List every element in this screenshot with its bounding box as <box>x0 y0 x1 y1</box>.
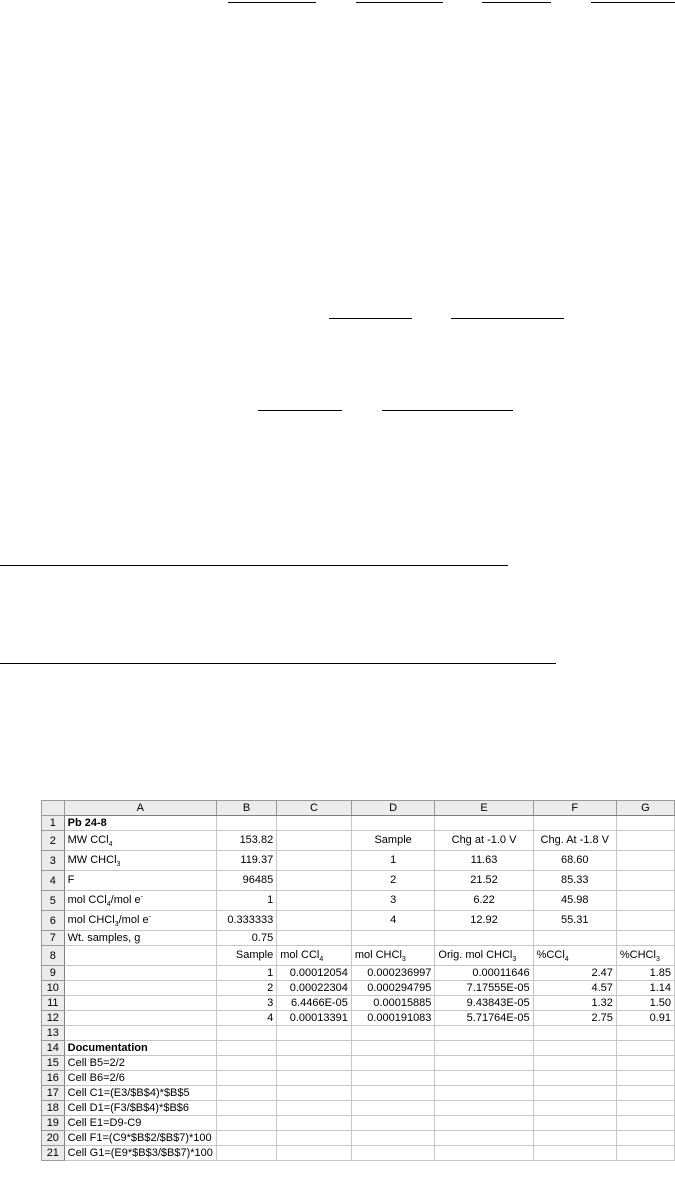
cell-f11[interactable]: 1.32 <box>533 996 616 1011</box>
rule-4 <box>591 2 675 3</box>
cell-g8[interactable]: %CHCl$_3$ <box>616 946 674 966</box>
cell-f16[interactable] <box>533 1071 616 1086</box>
cell-e8[interactable]: Orig. mol CHCl$_3$ <box>435 946 533 966</box>
table-row <box>42 1026 675 1041</box>
cell-a18[interactable]: Cell D1=(F3/$B$4)*$B$6 <box>64 1101 216 1116</box>
rule-8 <box>382 410 513 411</box>
spreadsheet <box>41 800 675 1161</box>
cell-b18[interactable] <box>216 1101 276 1116</box>
cell-d6[interactable]: 4 <box>351 911 435 931</box>
cell-a1[interactable]: Pb 24-8 <box>64 816 216 831</box>
cell-a5[interactable]: mol CCl$_4$/mol e- <box>64 891 216 911</box>
cell-g7[interactable] <box>616 931 674 946</box>
column-header-b[interactable]: B <box>216 801 276 816</box>
table-row <box>42 911 675 931</box>
row-header-4[interactable]: 4 <box>42 871 65 891</box>
row-header-9[interactable]: 9 <box>42 966 65 981</box>
cell-e20[interactable] <box>435 1131 533 1146</box>
cell-a15[interactable]: Cell B5=2/2 <box>64 1056 216 1071</box>
cell-b6[interactable]: 0.333333 <box>216 911 276 931</box>
cell-f1[interactable] <box>533 816 616 831</box>
row-header-6[interactable]: 6 <box>42 911 65 931</box>
cell-g19[interactable] <box>616 1116 674 1131</box>
row-header-20[interactable]: 20 <box>42 1131 65 1146</box>
row-header-1[interactable]: 1 <box>42 816 65 831</box>
cell-g10[interactable]: 1.14 <box>616 981 674 996</box>
cell-c8[interactable]: mol CCl$_4$ <box>277 946 352 966</box>
cell-e10[interactable]: 7.17555E-05 <box>435 981 533 996</box>
cell-g13[interactable] <box>616 1026 674 1041</box>
row-header-16[interactable]: 16 <box>42 1071 65 1086</box>
cell-e16[interactable] <box>435 1071 533 1086</box>
cell-f19[interactable] <box>533 1116 616 1131</box>
cell-e6[interactable]: 12.92 <box>435 911 533 931</box>
row-header-5[interactable]: 5 <box>42 891 65 911</box>
cell-b4[interactable]: 96485 <box>216 871 276 891</box>
cell-a12[interactable] <box>64 1011 216 1026</box>
cell-f17[interactable] <box>533 1086 616 1101</box>
table-row <box>42 931 675 946</box>
cell-g14[interactable] <box>616 1041 674 1056</box>
cell-e11[interactable]: 9.43843E-05 <box>435 996 533 1011</box>
spreadsheet-body <box>42 816 675 1161</box>
row-header-18[interactable]: 18 <box>42 1101 65 1116</box>
row-header-14[interactable]: 14 <box>42 1041 65 1056</box>
cell-d12[interactable]: 0.000191083 <box>351 1011 435 1026</box>
cell-c5[interactable] <box>277 891 352 911</box>
cell-d7[interactable] <box>351 931 435 946</box>
table-row <box>42 851 675 871</box>
cell-a19[interactable]: Cell E1=D9-C9 <box>64 1116 216 1131</box>
column-header-f[interactable]: F <box>533 801 616 816</box>
cell-e18[interactable] <box>435 1101 533 1116</box>
cell-e12[interactable]: 5.71764E-05 <box>435 1011 533 1026</box>
cell-b7[interactable]: 0.75 <box>216 931 276 946</box>
cell-e5[interactable]: 6.22 <box>435 891 533 911</box>
cell-c10[interactable]: 0.00022304 <box>277 981 352 996</box>
cell-b19[interactable] <box>216 1116 276 1131</box>
cell-d17[interactable] <box>351 1086 435 1101</box>
cell-g16[interactable] <box>616 1071 674 1086</box>
row-header-19[interactable]: 19 <box>42 1116 65 1131</box>
cell-g4[interactable] <box>616 871 674 891</box>
cell-e13[interactable] <box>435 1026 533 1041</box>
cell-f9[interactable]: 2.47 <box>533 966 616 981</box>
cell-d10[interactable]: 0.000294795 <box>351 981 435 996</box>
cell-b8[interactable]: Sample <box>216 946 276 966</box>
cell-a16[interactable]: Cell B6=2/6 <box>64 1071 216 1086</box>
cell-b5[interactable]: 1 <box>216 891 276 911</box>
table-row <box>42 1146 675 1161</box>
row-header-3[interactable]: 3 <box>42 851 65 871</box>
cell-d20[interactable] <box>351 1131 435 1146</box>
cell-a3[interactable]: MW CHCl$_3$ <box>64 851 216 871</box>
cell-c12[interactable]: 0.00013391 <box>277 1011 352 1026</box>
cell-c9[interactable]: 0.00012054 <box>277 966 352 981</box>
rule-1 <box>228 2 316 3</box>
cell-a14[interactable]: Documentation <box>64 1041 216 1056</box>
row-header-12[interactable]: 12 <box>42 1011 65 1026</box>
cell-b1[interactable] <box>216 816 276 831</box>
cell-a11[interactable] <box>64 996 216 1011</box>
cell-f4[interactable]: 85.33 <box>533 871 616 891</box>
cell-c2[interactable] <box>277 831 352 851</box>
cell-b9[interactable]: 1 <box>216 966 276 981</box>
cell-c19[interactable] <box>277 1116 352 1131</box>
table-row <box>42 1101 675 1116</box>
table-row <box>42 1011 675 1026</box>
cell-c13[interactable] <box>277 1026 352 1041</box>
rule-10 <box>0 663 556 664</box>
cell-d1[interactable] <box>351 816 435 831</box>
cell-e3[interactable]: 11.63 <box>435 851 533 871</box>
cell-g6[interactable] <box>616 911 674 931</box>
cell-c11[interactable]: 6.4466E-05 <box>277 996 352 1011</box>
row-header-15[interactable]: 15 <box>42 1056 65 1071</box>
cell-a10[interactable] <box>64 981 216 996</box>
table-row <box>42 996 675 1011</box>
table-row <box>42 1071 675 1086</box>
row-header-8[interactable]: 8 <box>42 946 65 966</box>
cell-d9[interactable]: 0.000236997 <box>351 966 435 981</box>
row-header-17[interactable]: 17 <box>42 1086 65 1101</box>
cell-b3[interactable]: 119.37 <box>216 851 276 871</box>
cell-b16[interactable] <box>216 1071 276 1086</box>
rule-6 <box>451 318 564 319</box>
cell-e1[interactable] <box>435 816 533 831</box>
table-row <box>42 1056 675 1071</box>
cell-e21[interactable] <box>435 1146 533 1161</box>
row-header-7[interactable]: 7 <box>42 931 65 946</box>
cell-g20[interactable] <box>616 1131 674 1146</box>
cell-d3[interactable]: 1 <box>351 851 435 871</box>
column-header-c[interactable]: C <box>277 801 352 816</box>
cell-c16[interactable] <box>277 1071 352 1086</box>
column-header-row <box>42 801 675 816</box>
table-row <box>42 871 675 891</box>
cell-g11[interactable]: 1.50 <box>616 996 674 1011</box>
rule-7 <box>258 410 342 411</box>
row-header-11[interactable]: 11 <box>42 996 65 1011</box>
rule-5 <box>329 318 412 319</box>
rule-2 <box>356 2 443 3</box>
cell-a7[interactable]: Wt. samples, g <box>64 931 216 946</box>
cell-b2[interactable]: 153.82 <box>216 831 276 851</box>
cell-b17[interactable] <box>216 1086 276 1101</box>
row-header-10[interactable]: 10 <box>42 981 65 996</box>
table-row <box>42 966 675 981</box>
cell-d15[interactable] <box>351 1056 435 1071</box>
cell-g17[interactable] <box>616 1086 674 1101</box>
cell-b10[interactable]: 2 <box>216 981 276 996</box>
cell-g12[interactable]: 0.91 <box>616 1011 674 1026</box>
cell-f2[interactable]: Chg. At -1.8 V <box>533 831 616 851</box>
row-header-2[interactable]: 2 <box>42 831 65 851</box>
cell-a4[interactable]: F <box>64 871 216 891</box>
cell-d13[interactable] <box>351 1026 435 1041</box>
cell-d21[interactable] <box>351 1146 435 1161</box>
table-row <box>42 946 675 966</box>
cell-d8[interactable]: mol CHCl$_3$ <box>351 946 435 966</box>
cell-b21[interactable] <box>216 1146 276 1161</box>
column-header-d[interactable]: D <box>351 801 435 816</box>
cell-b20[interactable] <box>216 1131 276 1146</box>
cell-c1[interactable] <box>277 816 352 831</box>
cell-b13[interactable] <box>216 1026 276 1041</box>
cell-d19[interactable] <box>351 1116 435 1131</box>
cell-e7[interactable] <box>435 931 533 946</box>
cell-f18[interactable] <box>533 1101 616 1116</box>
cell-d2[interactable]: Sample <box>351 831 435 851</box>
cell-a21[interactable]: Cell G1=(E9*$B$3/$B$7)*100 <box>64 1146 216 1161</box>
cell-e4[interactable]: 21.52 <box>435 871 533 891</box>
column-header-e[interactable]: E <box>435 801 533 816</box>
cell-c20[interactable] <box>277 1131 352 1146</box>
table-row <box>42 1041 675 1056</box>
cell-c21[interactable] <box>277 1146 352 1161</box>
row-header-21[interactable]: 21 <box>42 1146 65 1161</box>
cell-g18[interactable] <box>616 1101 674 1116</box>
rule-9 <box>0 565 508 566</box>
cell-f13[interactable] <box>533 1026 616 1041</box>
table-row <box>42 1131 675 1146</box>
cell-a6[interactable]: mol CHCl$_3$/mol e- <box>64 911 216 931</box>
cell-d16[interactable] <box>351 1071 435 1086</box>
cell-f20[interactable] <box>533 1131 616 1146</box>
cell-a13[interactable] <box>64 1026 216 1041</box>
cell-e19[interactable] <box>435 1116 533 1131</box>
cell-f5[interactable]: 45.98 <box>533 891 616 911</box>
cell-c18[interactable] <box>277 1101 352 1116</box>
cell-e2[interactable]: Chg at -1.0 V <box>435 831 533 851</box>
cell-c15[interactable] <box>277 1056 352 1071</box>
table-row <box>42 981 675 996</box>
cell-e9[interactable]: 0.00011646 <box>435 966 533 981</box>
cell-b11[interactable]: 3 <box>216 996 276 1011</box>
column-header-g[interactable]: G <box>616 801 674 816</box>
cell-g9[interactable]: 1.85 <box>616 966 674 981</box>
cell-f21[interactable] <box>533 1146 616 1161</box>
table-row <box>42 816 675 831</box>
cell-g21[interactable] <box>616 1146 674 1161</box>
table-row <box>42 1086 675 1101</box>
cell-c17[interactable] <box>277 1086 352 1101</box>
cell-f15[interactable] <box>533 1056 616 1071</box>
cell-f12[interactable]: 2.75 <box>533 1011 616 1026</box>
table-row <box>42 1116 675 1131</box>
column-header-a[interactable]: A <box>64 801 216 816</box>
cell-b12[interactable]: 4 <box>216 1011 276 1026</box>
cell-e14[interactable] <box>435 1041 533 1056</box>
cell-f3[interactable]: 68.60 <box>533 851 616 871</box>
cell-g2[interactable] <box>616 831 674 851</box>
cell-d4[interactable]: 2 <box>351 871 435 891</box>
cell-g15[interactable] <box>616 1056 674 1071</box>
cell-b15[interactable] <box>216 1056 276 1071</box>
cell-a20[interactable]: Cell F1=(C9*$B$2/$B$7)*100 <box>64 1131 216 1146</box>
cell-f8[interactable]: %CCl$_4$ <box>533 946 616 966</box>
cell-a8[interactable] <box>64 946 216 966</box>
cell-g5[interactable] <box>616 891 674 911</box>
cell-g3[interactable] <box>616 851 674 871</box>
row-header-13[interactable]: 13 <box>42 1026 65 1041</box>
cell-a2[interactable]: MW CCl$_4$ <box>64 831 216 851</box>
cell-a17[interactable]: Cell C1=(E3/$B$4)*$B$5 <box>64 1086 216 1101</box>
cell-d11[interactable]: 0.00015885 <box>351 996 435 1011</box>
cell-d14[interactable] <box>351 1041 435 1056</box>
cell-c14[interactable] <box>277 1041 352 1056</box>
cell-d5[interactable]: 3 <box>351 891 435 911</box>
cell-e15[interactable] <box>435 1056 533 1071</box>
cell-c3[interactable] <box>277 851 352 871</box>
cell-c6[interactable] <box>277 911 352 931</box>
cell-f14[interactable] <box>533 1041 616 1056</box>
table-row <box>42 831 675 851</box>
cell-b14[interactable] <box>216 1041 276 1056</box>
cell-a9[interactable] <box>64 966 216 981</box>
cell-f6[interactable]: 55.31 <box>533 911 616 931</box>
cell-g1[interactable] <box>616 816 674 831</box>
cell-f7[interactable] <box>533 931 616 946</box>
rule-3 <box>482 2 551 3</box>
cell-c7[interactable] <box>277 931 352 946</box>
table-row <box>42 891 675 911</box>
select-all-corner[interactable] <box>42 801 65 816</box>
cell-d18[interactable] <box>351 1101 435 1116</box>
cell-f10[interactable]: 4.57 <box>533 981 616 996</box>
cell-c4[interactable] <box>277 871 352 891</box>
cell-e17[interactable] <box>435 1086 533 1101</box>
